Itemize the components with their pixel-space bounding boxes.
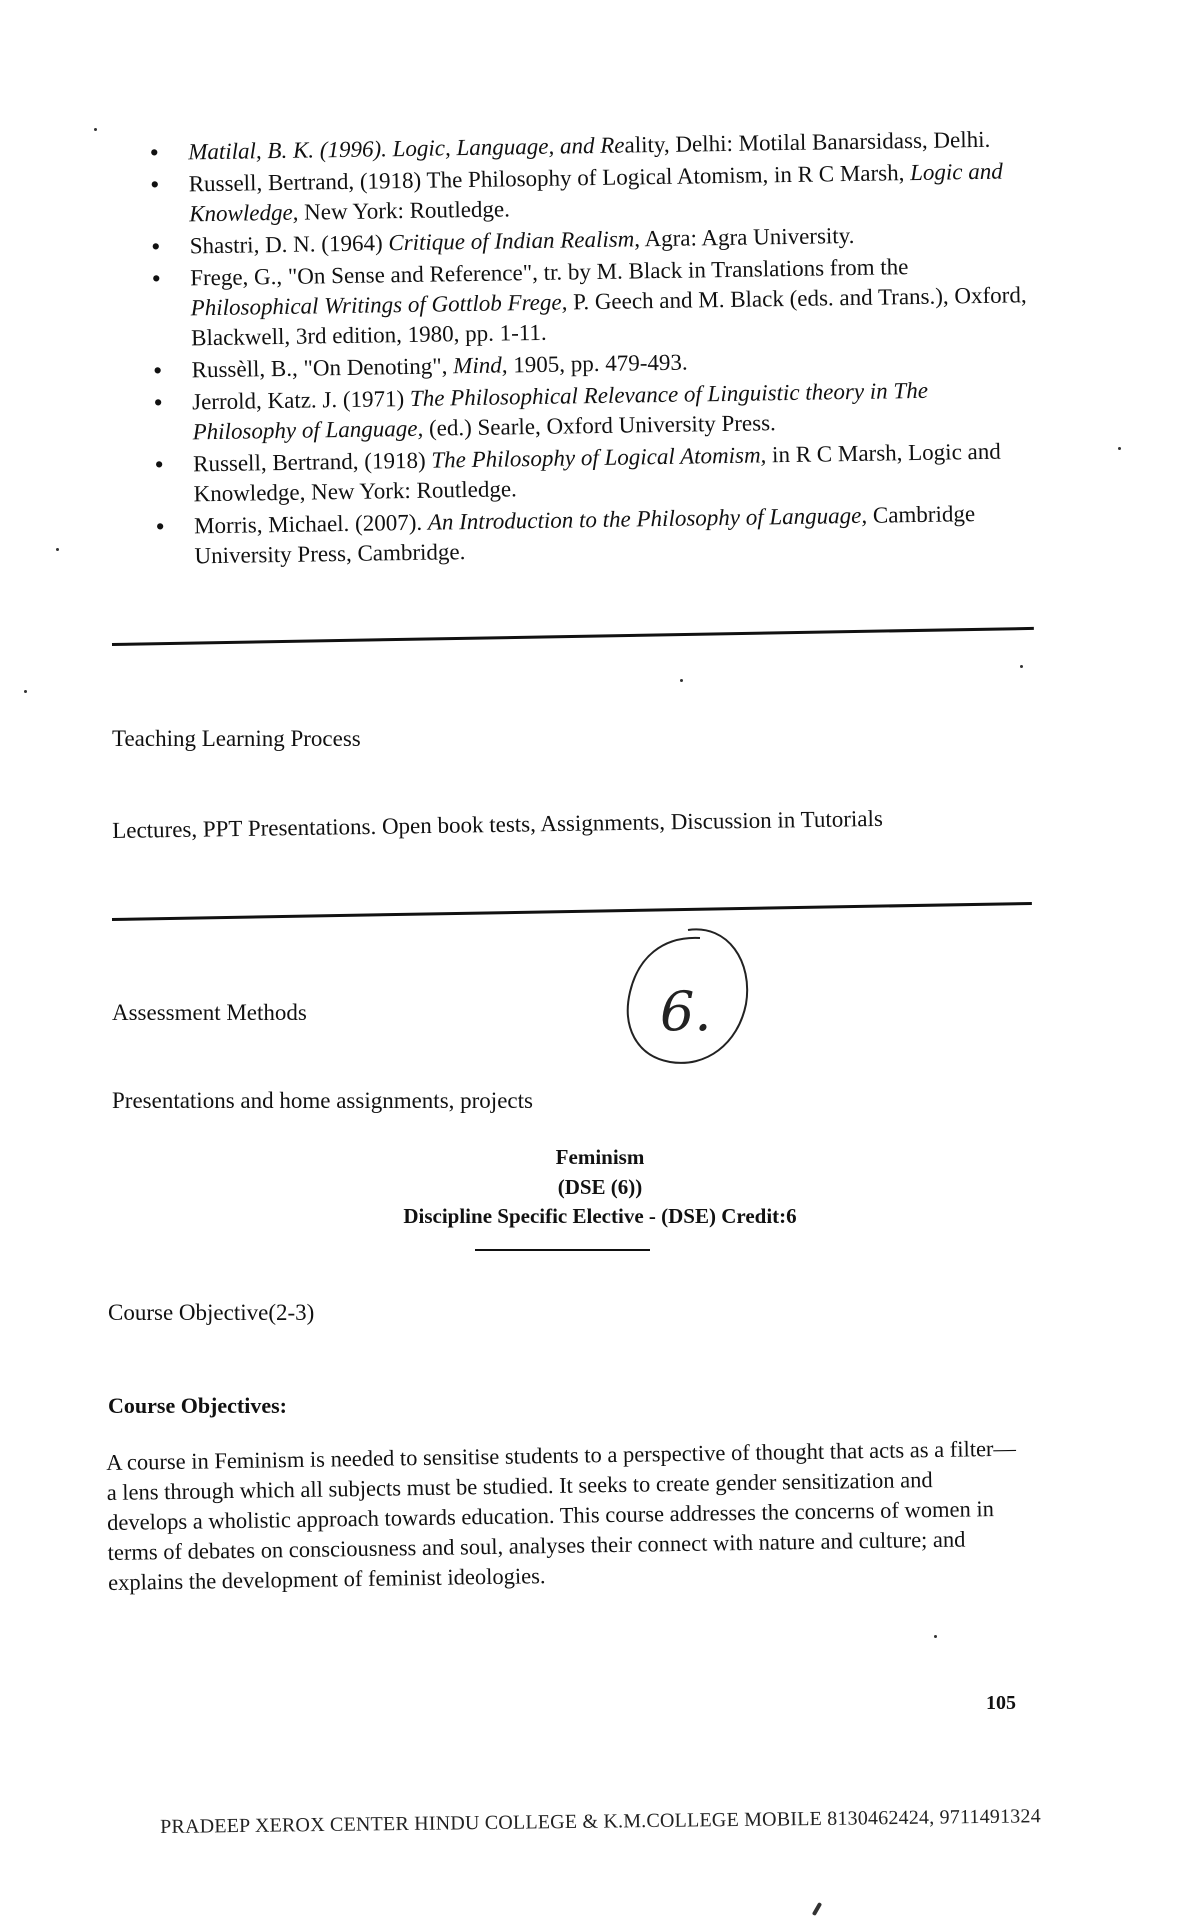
reference-title-italic: The Philosophical Relevance of Linguistic theory in The Philosophy of Language,: [192, 377, 929, 445]
bullet-icon: •: [151, 233, 160, 259]
bullet-icon: •: [153, 357, 162, 383]
reference-text: Frege, G., "On Sense and Reference", tr. by M. Black in Translations from the: [190, 254, 909, 291]
bullet-icon: •: [150, 171, 159, 197]
bullet-icon: •: [150, 139, 159, 165]
reference-text: Cambridge University Press, Cambridge.: [194, 501, 976, 569]
reference-item: [152, 250, 1033, 354]
assessment-text: Presentations and home assignments, projects: [112, 1088, 533, 1113]
reference-item: [151, 156, 1032, 230]
reference-title-italic: Mind,: [452, 352, 508, 379]
scan-mark: [812, 1902, 822, 1916]
handwritten-number: 6.: [660, 980, 712, 1043]
reference-text: Jerrold, Katz. J. (1971): [191, 385, 411, 415]
course-title: Feminism: [555, 1145, 645, 1169]
handwritten-circled-mark: [618, 922, 758, 1072]
scan-speck: [94, 128, 97, 131]
photocopy-footer: PRADEEP XEROX CENTER HINDU COLLEGE & K.M.COLLEGE MOBILE 8130462424, 9711491324: [160, 1805, 1041, 1838]
reference-text: P. Geech and M. Black (eds. and Trans.), Oxford, Blackwell, 3rd edition, 1980, pp. 1-11.: [190, 282, 1027, 351]
scan-speck: [680, 679, 683, 682]
reference-text: , Agra: Agra University.: [634, 222, 855, 252]
reference-title-italic: Critique of Indian Realism: [388, 226, 635, 256]
reference-title-italic: Logic and Knowledge,: [189, 158, 1003, 227]
scan-speck: [1118, 447, 1121, 450]
reference-text: Russell, Bertrand, (1918): [192, 447, 432, 477]
reference-text: Shastri, D. N. (1964): [189, 230, 389, 259]
course-objectives-heading: Course Objectives:: [108, 1393, 288, 1418]
course-subtitle: Discipline Specific Elective - (DSE) Credit:6: [403, 1204, 797, 1228]
teaching-text: Lectures, PPT Presentations. Open book tests, Assignments, Discussion in Tutorials: [112, 805, 884, 843]
reference-text: New York: Routledge.: [298, 196, 511, 225]
scan-speck: [1020, 665, 1023, 668]
reference-text: 1905, pp. 479-493.: [507, 349, 688, 378]
bullet-icon: •: [155, 513, 165, 539]
course-objective-label: Course Objective(2-3): [108, 1300, 315, 1325]
reference-text: (ed.) Searle, Oxford University Press.: [423, 410, 776, 441]
title-underline: [475, 1249, 650, 1251]
page-number: 105: [986, 1692, 1016, 1714]
reference-text: ality, Delhi: Motilal Banarsidass, Delhi.: [624, 126, 991, 158]
reference-item: [156, 498, 1037, 572]
course-objectives-paragraph: A course in Feminism is needed to sensitise students to a perspective of thought that acts as a filter—a lens through which all subjects must be studied. It seeks to create gender sensitization and develops a wholistic approach towards education. This course addresses the concerns of women in terms of debates on consciousness and soul, analyses their connect with nature and culture; and explains the development of feminist ideologies.: [106, 1435, 1017, 1595]
bullet-icon: •: [154, 451, 164, 477]
bullet-icon: •: [153, 389, 163, 415]
reference-title-italic: Matilal, B. K. (1996). Logic, Language, and Re: [188, 132, 625, 165]
course-code: (DSE (6)): [557, 1175, 643, 1199]
reference-title-italic: Philosophical Writings of Gottlob Frege,: [190, 289, 568, 321]
reference-text: Russell, Bertrand, (1918) The Philosophy of Logical Atomism, in R C Marsh,: [188, 160, 911, 197]
section-divider: [112, 902, 1032, 921]
scan-speck: [24, 690, 27, 693]
scan-speck: [56, 548, 59, 551]
reference-text: in R C Marsh, Logic and Knowledge, New York: Routledge.: [193, 438, 1001, 507]
teaching-heading: Teaching Learning Process: [112, 726, 361, 751]
reference-title-italic: The Philosophy of Logical Atomism,: [431, 442, 767, 473]
assessment-heading: Assessment Methods: [112, 1000, 307, 1025]
reference-text: Morris, Michael. (2007).: [193, 509, 429, 539]
reference-item: [154, 374, 1035, 448]
bullet-icon: •: [152, 265, 161, 291]
section-divider: [112, 627, 1034, 646]
reference-title-italic: An Introduction to the Philosophy of Language,: [427, 502, 868, 535]
scan-speck: [934, 1635, 937, 1638]
reference-item: [155, 436, 1036, 510]
reference-list: [150, 124, 1037, 574]
reference-text: Russèll, B., "On Denoting",: [191, 353, 454, 383]
